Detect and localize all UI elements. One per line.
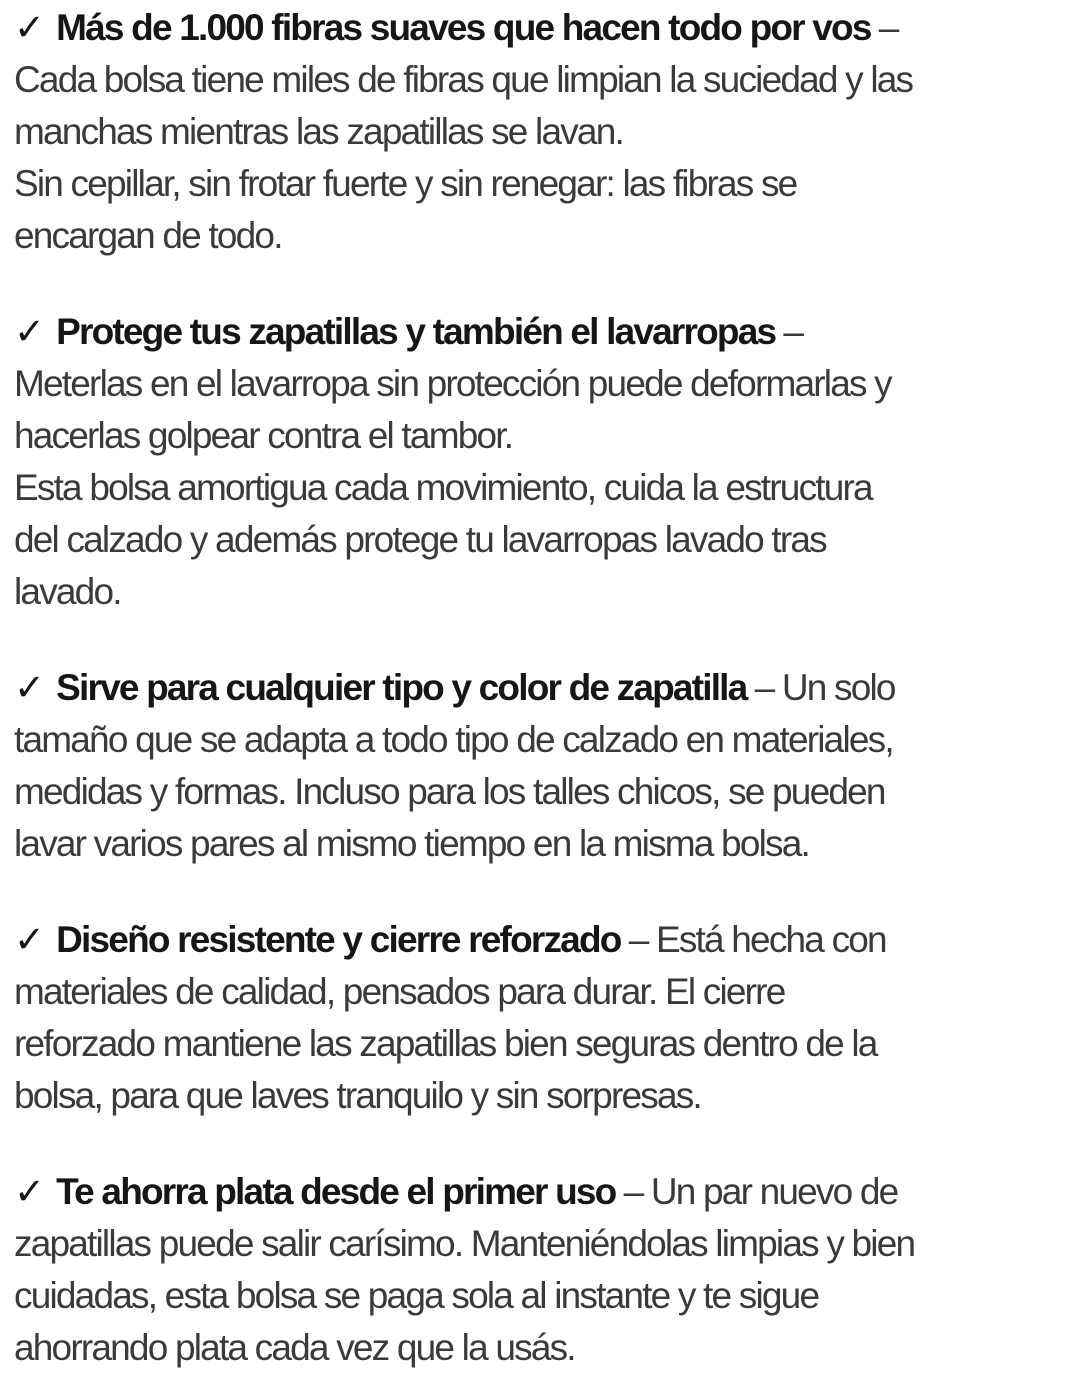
feature-text-line: Cada bolsa tiene miles de fibras que limpian la suciedad y las [14, 59, 913, 100]
feature-paragraph-5 [14, 1166, 1070, 1374]
feature-heading-line [14, 662, 1070, 714]
feature-text-line: materiales de calidad, pensados para durar. El cierre [14, 971, 785, 1012]
feature-heading-line [14, 306, 1070, 358]
feature-text-line: Meterlas en el lavarropa sin protección puede deformarlas y [14, 363, 891, 404]
feature-text-line: manchas mientras las zapatillas se lavan. [14, 111, 623, 152]
feature-text-line: Esta bolsa amortigua cada movimiento, cuida la estructura [14, 467, 872, 508]
feature-text-line: lavar varios pares al mismo tiempo en la misma bolsa. [14, 823, 809, 864]
feature-text-line: zapatillas puede salir carísimo. Manteniéndolas limpias y bien [14, 1223, 915, 1264]
feature-text-line: Sin cepillar, sin frotar fuerte y sin renegar: las fibras se [14, 163, 797, 204]
feature-text-line: encargan de todo. [14, 215, 282, 256]
feature-paragraph-3 [14, 662, 1070, 870]
feature-text-line: bolsa, para que laves tranquilo y sin sorpresas. [14, 1075, 701, 1116]
feature-title: Protege tus zapatillas y también el lavarropas [56, 311, 776, 352]
feature-heading-line [14, 2, 1070, 54]
feature-title: Diseño resistente y cierre reforzado [56, 919, 621, 960]
feature-text-line: medidas y formas. Incluso para los talles chicos, se pueden [14, 771, 885, 812]
feature-text-line: cuidadas, esta bolsa se paga sola al instante y te sigue [14, 1275, 819, 1316]
feature-title-suffix: – Está hecha con [628, 919, 886, 960]
checkmark-icon: ✓ [14, 311, 46, 352]
feature-text-line: del calzado y además protege tu lavarropas lavado tras [14, 519, 826, 560]
feature-heading-line [14, 1166, 1070, 1218]
feature-title-suffix: – [783, 311, 803, 352]
feature-text-line: hacerlas golpear contra el tambor. [14, 415, 513, 456]
feature-title-suffix: – Un par nuevo de [623, 1171, 898, 1212]
feature-title-suffix: – Un solo [754, 667, 895, 708]
checkmark-icon: ✓ [14, 919, 46, 960]
feature-title: Sirve para cualquier tipo y color de zapatilla [56, 667, 747, 708]
feature-title: Más de 1.000 fibras suaves que hacen todo por vos [56, 7, 871, 48]
checkmark-icon: ✓ [14, 1171, 46, 1212]
feature-text-line: ahorrando plata cada vez que la usás. [14, 1327, 575, 1368]
feature-paragraph-1 [14, 2, 1070, 262]
feature-paragraph-2 [14, 306, 1070, 618]
feature-paragraph-4 [14, 914, 1070, 1122]
feature-text-line: tamaño que se adapta a todo tipo de calzado en materiales, [14, 719, 893, 760]
feature-title: Te ahorra plata desde el primer uso [56, 1171, 616, 1212]
checkmark-icon: ✓ [14, 667, 46, 708]
feature-heading-line [14, 914, 1070, 966]
feature-text-line: reforzado mantiene las zapatillas bien seguras dentro de la [14, 1023, 877, 1064]
feature-title-suffix: – [878, 7, 898, 48]
feature-text-line: lavado. [14, 571, 121, 612]
checkmark-icon: ✓ [14, 7, 46, 48]
